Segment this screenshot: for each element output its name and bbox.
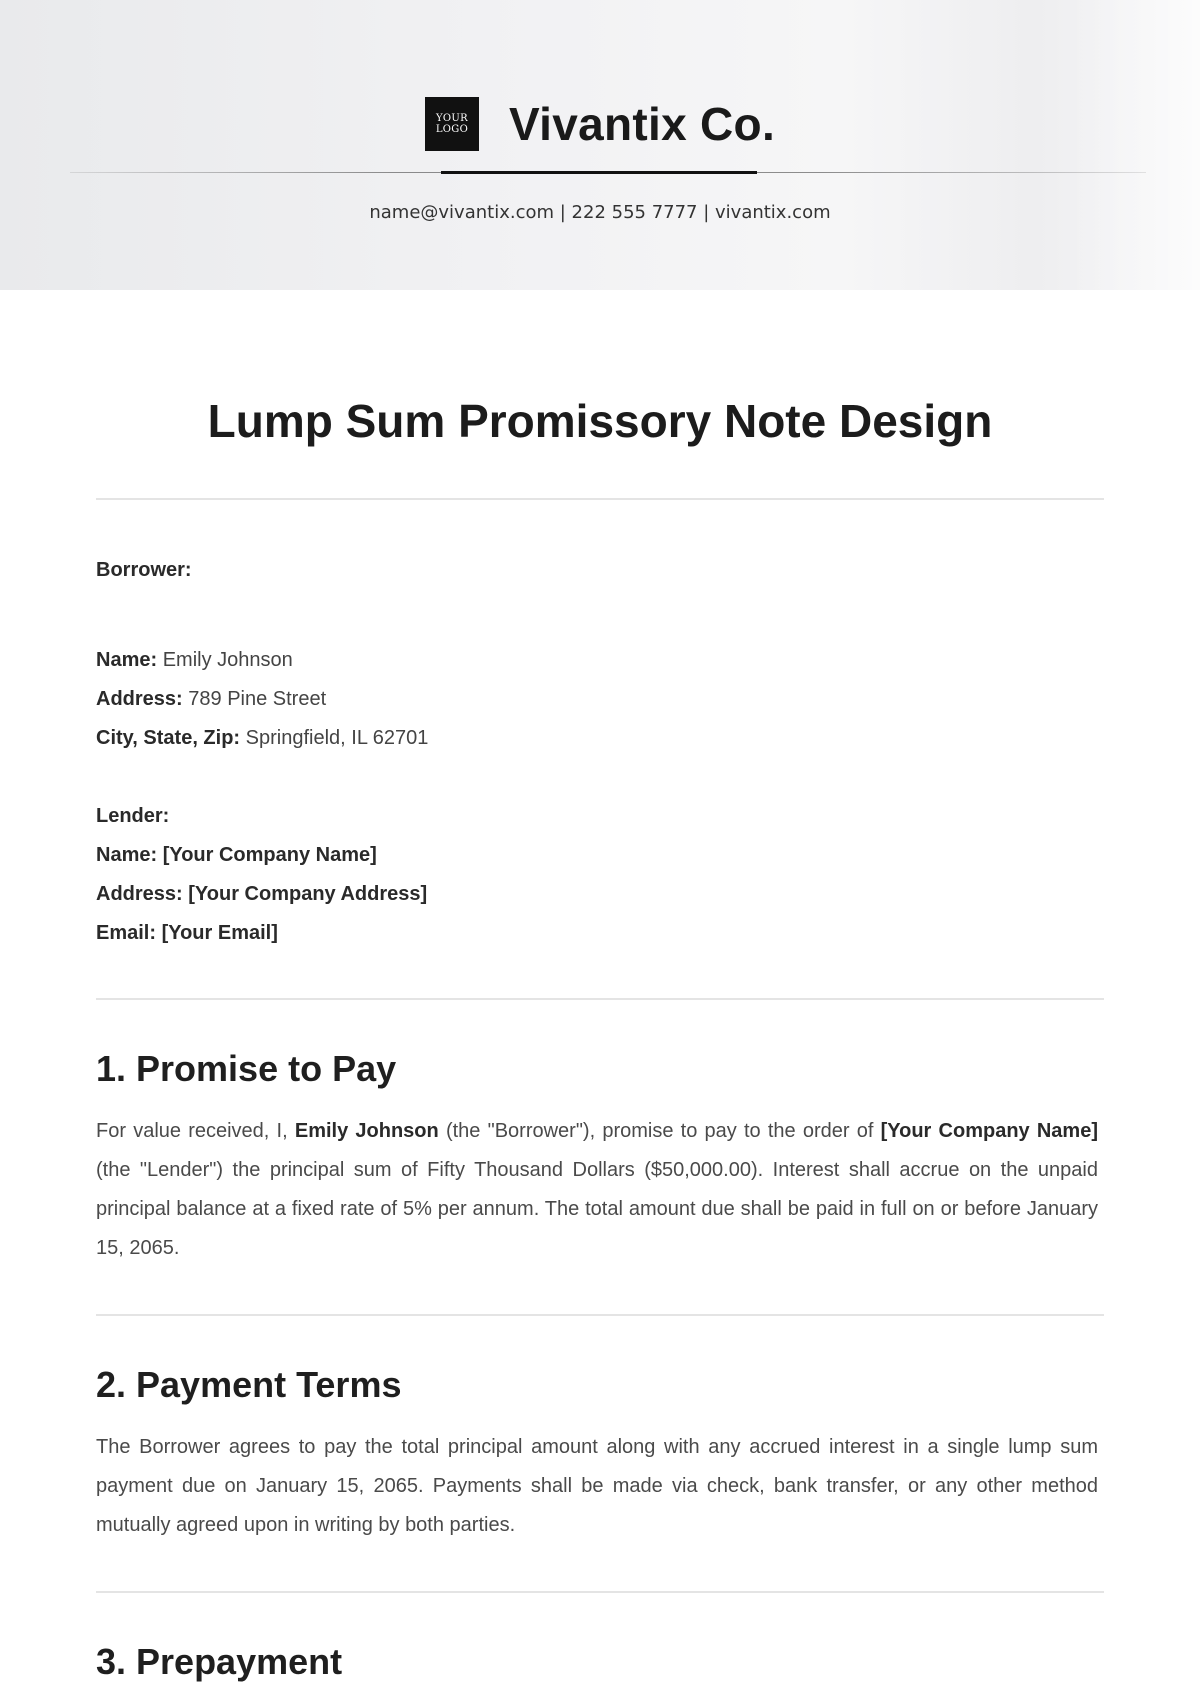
document-title: Lump Sum Promissory Note Design — [207, 395, 993, 447]
lender-name-line: Name: [Your Company Name] — [96, 844, 377, 866]
lender-address-line: Address: [Your Company Address] — [96, 883, 428, 905]
promise-text-start: For value received, I, — [96, 1120, 295, 1142]
section-body-payment-terms: The Borrower agrees to pay the total principal amount along with any accrued interest in a single lump sum payment due on January 15, 2065. Payments shall be made via check, bank transfer, or any other method mutually agreed upon in writing by both parties. — [96, 1436, 1098, 1536]
borrower-name-label: Name: — [96, 649, 158, 671]
borrower-city-label: City, State, Zip: — [96, 727, 241, 749]
borrower-address-label: Address: — [96, 688, 183, 710]
logo-text-bottom: LOGO — [435, 124, 469, 135]
contact-line: name@vivantix.com | 222 555 7777 | vivantix.com — [369, 202, 831, 223]
borrower-heading: Borrower: — [96, 559, 192, 581]
lender-email-line: Email: [Your Email] — [96, 922, 278, 944]
section-heading-payment-terms: 2. Payment Terms — [96, 1364, 402, 1405]
header-divider-accent — [441, 171, 757, 174]
section-divider — [96, 1591, 1104, 1593]
section-divider — [96, 998, 1104, 1000]
section-heading-promise-to-pay: 1. Promise to Pay — [96, 1048, 397, 1089]
promise-text-mid: (the "Borrower"), promise to pay to the order of — [438, 1120, 881, 1142]
borrower-heading-block — [96, 551, 1100, 590]
lender-heading: Lender: — [96, 805, 170, 827]
promise-lender-name: [Your Company Name] — [880, 1120, 1098, 1142]
logo-text-top: YOUR — [435, 113, 468, 124]
borrower-address-value: 789 Pine Street — [188, 688, 327, 710]
borrower-details — [96, 641, 1100, 758]
brand-row — [0, 97, 1200, 151]
borrower-name-value: Emily Johnson — [162, 649, 293, 671]
letterhead — [0, 0, 1200, 290]
promise-borrower-name: Emily Johnson — [294, 1120, 439, 1142]
company-name: Vivantix Co. — [508, 98, 776, 150]
section-body-promise-to-pay — [96, 1112, 1098, 1268]
borrower-city-row — [96, 719, 1100, 758]
company-logo — [425, 97, 479, 151]
section-divider — [96, 498, 1104, 500]
section-divider — [96, 1314, 1104, 1316]
section-heading-prepayment: 3. Prepayment — [96, 1641, 343, 1682]
lender-details — [96, 797, 1100, 953]
borrower-name-row — [96, 641, 1100, 680]
borrower-address-row — [96, 680, 1100, 719]
borrower-city-value: Springfield, IL 62701 — [245, 727, 429, 749]
promise-text-end: (the "Lender") the principal sum of Fifty Thousand Dollars ($50,000.00). Interest shall accrue on the unpaid principal balance at a fixed rate of 5% per annum. The total amount due shall be paid in full on or before January 15, 2065. — [96, 1159, 1098, 1259]
